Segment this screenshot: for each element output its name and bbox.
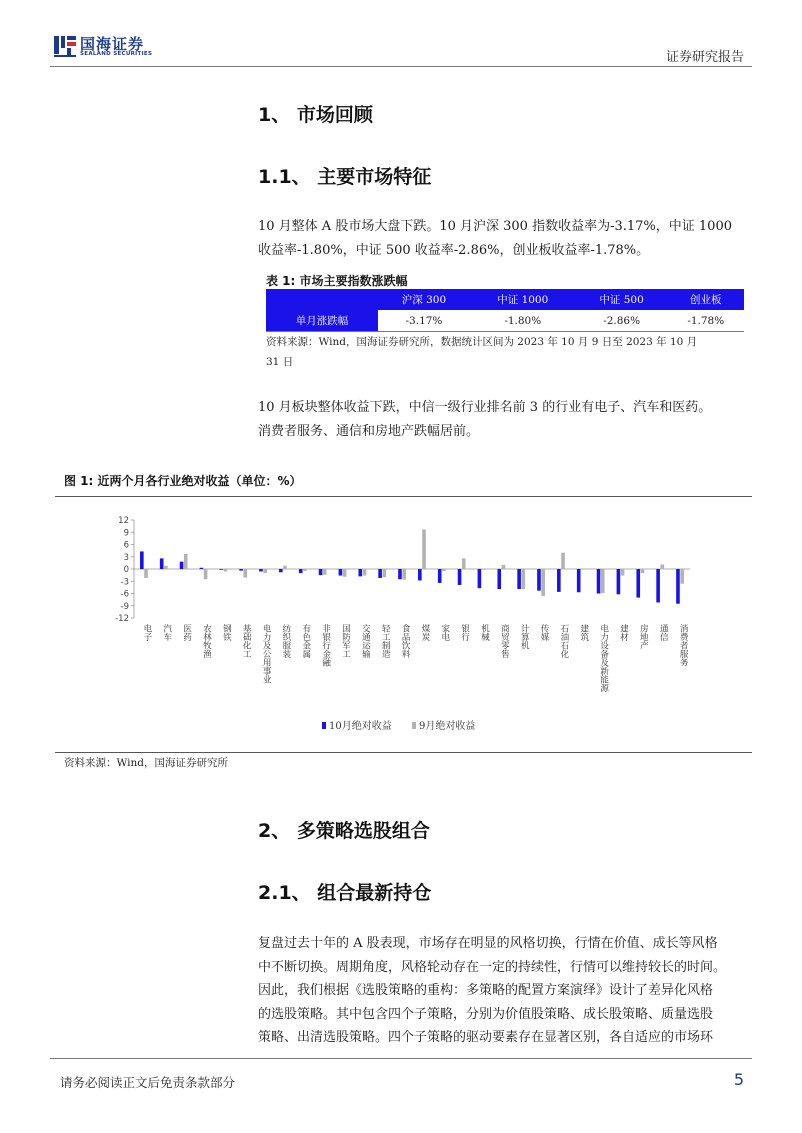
bar-oct <box>557 569 561 592</box>
category-label: 家电 <box>439 624 450 641</box>
bar-oct <box>458 569 462 585</box>
bar-oct <box>497 569 501 589</box>
index-return-table <box>266 289 744 332</box>
bar-oct <box>319 569 323 575</box>
table-cell: -1.80% <box>470 310 576 332</box>
bar-oct <box>577 569 581 592</box>
table-header: 沪深 300 <box>378 289 470 310</box>
bar-oct <box>676 569 680 604</box>
bar-oct <box>180 562 184 569</box>
category-label: 轻工制造 <box>380 624 391 658</box>
header-divider <box>50 66 752 67</box>
category-label: 商贸零售 <box>499 624 510 658</box>
y-tick-label: -6 <box>120 589 129 600</box>
bar-sep <box>303 569 307 571</box>
bar-sep <box>224 569 228 571</box>
bar-sep <box>621 569 625 576</box>
bar-sep <box>402 569 406 580</box>
bar-sep <box>283 566 287 569</box>
y-tick-label: 6 <box>123 540 129 551</box>
bar-oct <box>140 551 144 569</box>
bar-sep <box>581 569 585 570</box>
category-label: 纺织服装 <box>280 624 291 658</box>
y-tick-label: 0 <box>123 565 129 575</box>
sector-paragraph-line: 10 月板块整体收益下跌，中信一级行业排名前 3 的行业有电子、汽车和医药。 <box>258 400 712 415</box>
table-header: 中证 1000 <box>470 289 576 310</box>
table-cell: -2.86% <box>576 310 668 332</box>
bar-oct <box>259 569 263 571</box>
market-paragraph-line: 10 月整体 A 股市场大盘下跌。10 月沪深 300 指数收益率为-3.17%，中证 1000 <box>258 219 732 234</box>
bar-oct <box>339 569 343 576</box>
bar-sep <box>442 569 446 571</box>
bar-sep <box>323 569 327 575</box>
table-cell: -3.17% <box>378 310 470 332</box>
figure-caption: 图 1: 近两个月各行业绝对收益（单位：%） <box>64 474 302 488</box>
bar-oct <box>398 569 402 579</box>
bar-oct <box>378 569 382 578</box>
section-1-1-title: 1.1、 主要市场特征 <box>258 166 432 188</box>
section-2-1-title: 2.1、 组合最新持仓 <box>258 882 432 904</box>
category-label: 钢铁 <box>221 624 232 641</box>
category-label: 传媒 <box>539 624 550 641</box>
bar-sep <box>522 569 526 589</box>
table-source <box>266 332 697 372</box>
table-corner <box>266 289 378 310</box>
category-label: 非银行金融 <box>320 624 331 667</box>
bar-sep <box>204 569 208 579</box>
category-label: 通信 <box>658 624 669 641</box>
category-label: 基础化工 <box>241 624 252 658</box>
bar-sep <box>422 529 426 569</box>
y-tick-label: 3 <box>123 552 129 563</box>
y-tick-label: -12 <box>115 614 129 624</box>
table-header: 中证 500 <box>576 289 668 310</box>
strategy-paragraph-line: 中不断切换。周期角度，风格轮动存在一定的持续性，行情可以维持较长的时间。 <box>258 959 727 975</box>
category-label: 交通运输 <box>360 624 371 658</box>
legend-swatch-sep <box>412 722 416 729</box>
category-label: 国防军工 <box>340 624 351 658</box>
section-1-title: 1、 市场回顾 <box>258 104 373 126</box>
category-label: 石油石化 <box>558 624 569 658</box>
bar-oct <box>239 569 243 571</box>
category-label: 食品饮料 <box>400 624 411 658</box>
sealand-logo-icon <box>53 34 77 58</box>
bar-sep <box>383 569 387 577</box>
strategy-paragraph-line: 策略、出清选股策略。四个子策略的驱动要素存在显著区别，各自适应的市场环 <box>258 1030 714 1045</box>
bar-sep <box>343 569 347 577</box>
bar-sep <box>244 569 248 578</box>
bar-sep <box>561 553 565 569</box>
sector-paragraph <box>258 396 711 444</box>
bar-sep <box>263 569 267 573</box>
bar-oct <box>478 569 482 588</box>
bar-sep <box>541 569 545 596</box>
y-tick-label: 12 <box>118 516 129 526</box>
report-type: 证券研究报告 <box>665 50 744 65</box>
category-label: 煤炭 <box>419 624 430 641</box>
bar-oct <box>160 558 164 569</box>
table-source-line: 资料来源：Wind，国海证券研究所，数据统计区间为 2023 年 10 月 9 日至 2023 年 10 月 <box>266 336 698 348</box>
category-label: 农林牧渔 <box>201 624 212 658</box>
table-caption: 表 1: 市场主要指数涨跌幅 <box>266 274 408 288</box>
bar-oct <box>299 569 303 573</box>
bar-oct <box>418 569 422 580</box>
bar-sep <box>482 569 486 570</box>
sector-return-chart <box>100 510 700 750</box>
category-label: 建材 <box>618 624 629 641</box>
sector-paragraph-line: 消费者服务、通信和房地产跌幅居前。 <box>258 424 480 439</box>
bar-oct <box>219 569 223 570</box>
bar-oct <box>617 569 621 594</box>
category-label: 计算机 <box>519 624 530 650</box>
bar-sep <box>502 565 506 569</box>
y-tick-label: -3 <box>120 577 129 588</box>
legend-swatch-oct <box>322 722 326 729</box>
disclaimer-text: 请务必阅读正文后免责条款部分 <box>60 1075 236 1090</box>
y-tick-label: 9 <box>123 528 129 539</box>
bar-oct <box>537 569 541 591</box>
legend-label: 10月绝对收益 <box>329 721 392 732</box>
y-tick-label: -9 <box>120 601 129 612</box>
category-label: 消费者服务 <box>678 624 689 667</box>
bar-oct <box>358 569 362 576</box>
bar-sep <box>601 569 605 593</box>
table-header: 创业板 <box>668 289 744 310</box>
category-label: 电力及公用事业 <box>261 624 272 684</box>
brand-name: 国海证券 <box>80 35 145 53</box>
bar-oct <box>597 569 601 594</box>
bar-oct <box>636 569 640 598</box>
bar-sep <box>680 569 684 584</box>
category-label: 汽车 <box>161 624 172 641</box>
figure-top-rule <box>55 496 752 497</box>
section-2-title: 2、 多策略选股组合 <box>258 820 430 842</box>
category-label: 银行 <box>459 624 470 641</box>
category-label: 医药 <box>181 624 192 641</box>
footer-divider <box>50 1058 752 1059</box>
bar-oct <box>200 568 204 569</box>
table-row-label: 单月涨跌幅 <box>266 310 378 332</box>
page-number: 5 <box>733 1070 744 1089</box>
market-paragraph <box>258 215 732 263</box>
bar-sep <box>363 569 367 576</box>
strategy-paragraph <box>258 932 726 1050</box>
category-label: 房地产 <box>638 624 649 650</box>
bar-sep <box>144 569 148 578</box>
bar-sep <box>164 566 168 569</box>
figure-source: 资料来源：Wind，国海证券研究所 <box>64 757 228 769</box>
brand-name-en: SEALAND SECURITIES <box>80 51 153 57</box>
category-label: 建筑 <box>578 624 589 641</box>
legend-label: 9月绝对收益 <box>419 721 476 732</box>
bar-oct <box>656 569 660 602</box>
category-label: 有色金属 <box>300 624 311 658</box>
table-cell: -1.78% <box>668 310 744 332</box>
table-source-line: 31 日 <box>266 356 294 368</box>
bar-oct <box>517 569 521 589</box>
category-label: 机械 <box>479 624 490 641</box>
category-label: 电子 <box>141 624 152 641</box>
category-label: 电力设备及新能源 <box>598 624 609 692</box>
bar-sep <box>184 554 188 569</box>
bar-sep <box>462 558 466 569</box>
strategy-paragraph-line: 复盘过去十年的 A 股表现，市场存在明显的风格切换，行情在价值、成长等风格 <box>258 936 718 951</box>
bar-sep <box>641 569 645 573</box>
bar-oct <box>279 569 283 572</box>
market-paragraph-line: 收益率-1.80%，中证 500 收益率-2.86%，创业板收益率-1.78%。 <box>258 243 650 258</box>
bar-sep <box>661 565 665 569</box>
strategy-paragraph-line: 因此，我们根据《选股策略的重构：多策略的配置方案演绎》设计了差异化风格 <box>258 983 714 998</box>
bar-oct <box>438 569 442 583</box>
strategy-paragraph-line: 的选股策略。其中包含四个子策略，分别为价值股策略、成长股策略、质量选股 <box>258 1006 714 1022</box>
